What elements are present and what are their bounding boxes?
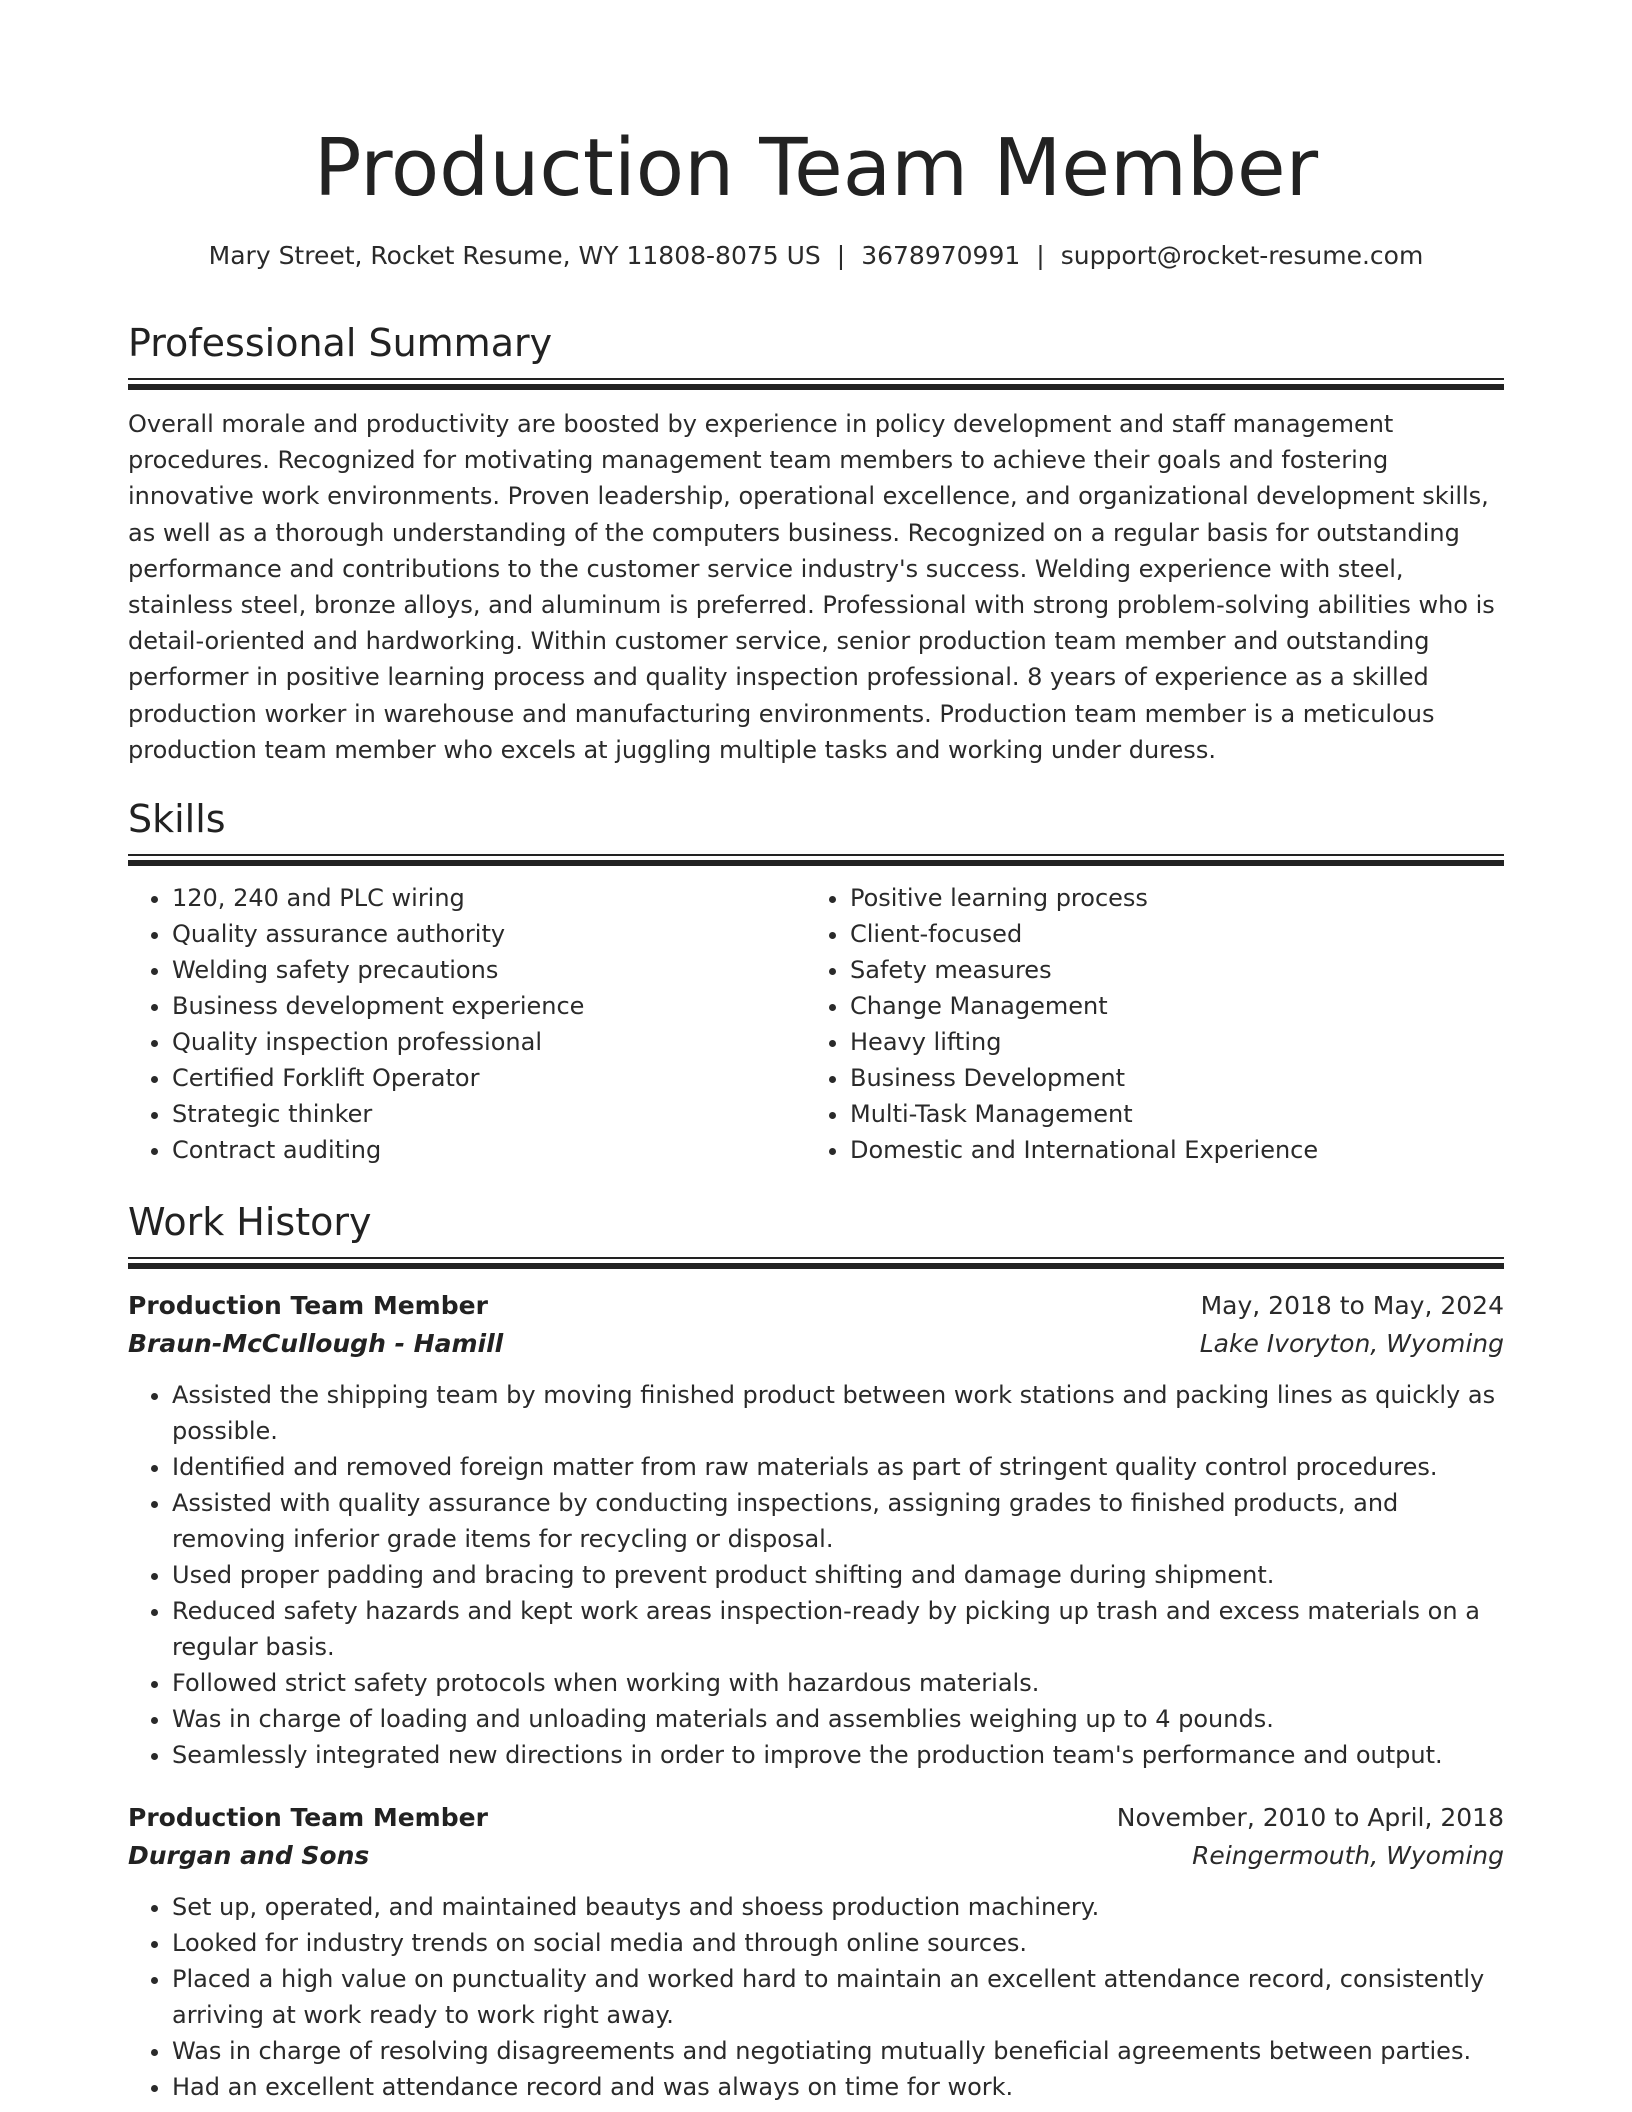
skill-item: • Domestic and International Experience — [850, 1132, 1484, 1168]
job-duty: • Had an excellent attendance record and was always on time for work. — [172, 2069, 1504, 2105]
contact-address: Mary Street, Rocket Resume, WY 11808-8075 US — [208, 241, 821, 270]
skill-item: • Quality assurance authority — [172, 916, 806, 952]
divider-thin-line — [128, 1257, 1504, 1259]
skill-item: • Certified Forklift Operator — [172, 1060, 806, 1096]
skills-section — [128, 794, 1504, 1168]
contact-phone: 3678970991 — [861, 241, 1021, 270]
job-duty: • Looked for industry trends on social media and through online sources. — [172, 1925, 1504, 1961]
skill-item: • Strategic thinker — [172, 1096, 806, 1132]
skill-item: • Positive learning process — [850, 880, 1484, 916]
work-history-section — [128, 1197, 1504, 2105]
job-location: Lake Ivoryton, Wyoming — [1199, 1329, 1504, 1358]
skills-list-left — [128, 880, 806, 1168]
job-duty: • Was in charge of resolving disagreements and negotiating mutually beneficial agreements between parties. — [172, 2033, 1504, 2069]
divider-thin-line — [128, 378, 1504, 380]
skill-item: • Welding safety precautions — [172, 952, 806, 988]
skill-item: • Business Development — [850, 1060, 1484, 1096]
job-location: Reingermouth, Wyoming — [1192, 1841, 1504, 1870]
job-duty: • Placed a high value on punctuality and worked hard to maintain an excellent attendance record, consistently arriving at work ready to work right away. — [172, 1961, 1504, 2033]
contact-email: support@rocket-resume.com — [1060, 241, 1424, 270]
skill-item: • Heavy lifting — [850, 1024, 1484, 1060]
job-duty: • Assisted with quality assurance by conducting inspections, assigning grades to finished products, and removing inferior grade items for recycling or disposal. — [172, 1485, 1504, 1557]
job-title: Production Team Member — [128, 1803, 488, 1832]
contact-separator: | — [1036, 241, 1045, 270]
skill-item: • Change Management — [850, 988, 1484, 1024]
summary-heading: Professional Summary — [128, 321, 553, 365]
divider-thin-line — [128, 854, 1504, 856]
job-company: Braun-McCullough - Hamill — [128, 1329, 504, 1358]
section-divider — [128, 1257, 1504, 1271]
job-duty: • Set up, operated, and maintained beautys and shoess production machinery. — [172, 1889, 1504, 1925]
divider-thick-line — [128, 384, 1504, 390]
skill-item: • Safety measures — [850, 952, 1484, 988]
job-duties-list — [128, 1889, 1504, 2105]
job-header-row — [128, 1287, 1504, 1325]
job-company: Durgan and Sons — [128, 1841, 370, 1870]
job-dates: November, 2010 to April, 2018 — [1116, 1803, 1504, 1832]
contact-separator: | — [836, 241, 846, 270]
resume-name: Production Team Member — [313, 122, 1319, 214]
job-title: Production Team Member — [128, 1291, 488, 1320]
skill-item: • Contract auditing — [172, 1132, 806, 1168]
job-duty: • Identified and removed foreign matter from raw materials as part of stringent quality control procedures. — [172, 1449, 1504, 1485]
skill-item: • 120, 240 and PLC wiring — [172, 880, 806, 916]
job-company-row — [128, 1325, 1504, 1363]
job-duty: • Was in charge of loading and unloading materials and assemblies weighing up to 4 pounds. — [172, 1701, 1504, 1737]
divider-thick-line — [128, 1263, 1504, 1269]
job-duties-list — [128, 1377, 1504, 1773]
job-duty: • Reduced safety hazards and kept work areas inspection-ready by picking up trash and excess materials on a regular basis. — [172, 1593, 1504, 1665]
contact-line — [128, 236, 1504, 276]
job-duty: • Seamlessly integrated new directions in order to improve the production team's performance and output. — [172, 1737, 1504, 1773]
job-duty: • Assisted the shipping team by moving finished product between work stations and packing lines as quickly as possible. — [172, 1377, 1504, 1449]
job-entry — [128, 1287, 1504, 1773]
job-dates: May, 2018 to May, 2024 — [1200, 1291, 1504, 1320]
job-company-row — [128, 1837, 1504, 1875]
work-history-heading: Work History — [128, 1200, 372, 1244]
summary-text: Overall morale and productivity are boosted by experience in policy development and staff management procedures. Recognized for motivating management team members to achieve their goals and fostering innovative work environments. Proven leadership, operational excellence, and organizational development skills, as well as a thorough understanding of the computers business. Recognized on a regular basis for outstanding performance and contributions to the customer service industry's success. Welding experience with steel, stainless steel, bronze alloys, and aluminum is preferred. Professional with strong problem-solving abilities who is detail-oriented and hardworking. Within customer service, senior production team member and outstanding performer in positive learning process and quality inspection professional. 8 years of experience as a skilled production worker in warehouse and manufacturing environments. Production team member is a meticulous production team member who excels at juggling multiple tasks and working under duress. — [128, 410, 1495, 764]
skill-item: • Client-focused — [850, 916, 1484, 952]
section-divider — [128, 854, 1504, 868]
section-divider — [128, 378, 1504, 392]
job-duty: • Followed strict safety protocols when working with hazardous materials. — [172, 1665, 1504, 1701]
job-entry — [128, 1799, 1504, 2105]
divider-thick-line — [128, 860, 1504, 866]
job-header-row — [128, 1799, 1504, 1837]
skill-item: • Multi-Task Management — [850, 1096, 1484, 1132]
skill-item: • Quality inspection professional — [172, 1024, 806, 1060]
job-duty: • Used proper padding and bracing to prevent product shifting and damage during shipment. — [172, 1557, 1504, 1593]
skills-list-right — [806, 880, 1484, 1168]
summary-section — [128, 318, 1504, 768]
skills-heading: Skills — [128, 797, 226, 841]
skill-item: • Business development experience — [172, 988, 806, 1024]
skills-columns — [128, 880, 1504, 1168]
